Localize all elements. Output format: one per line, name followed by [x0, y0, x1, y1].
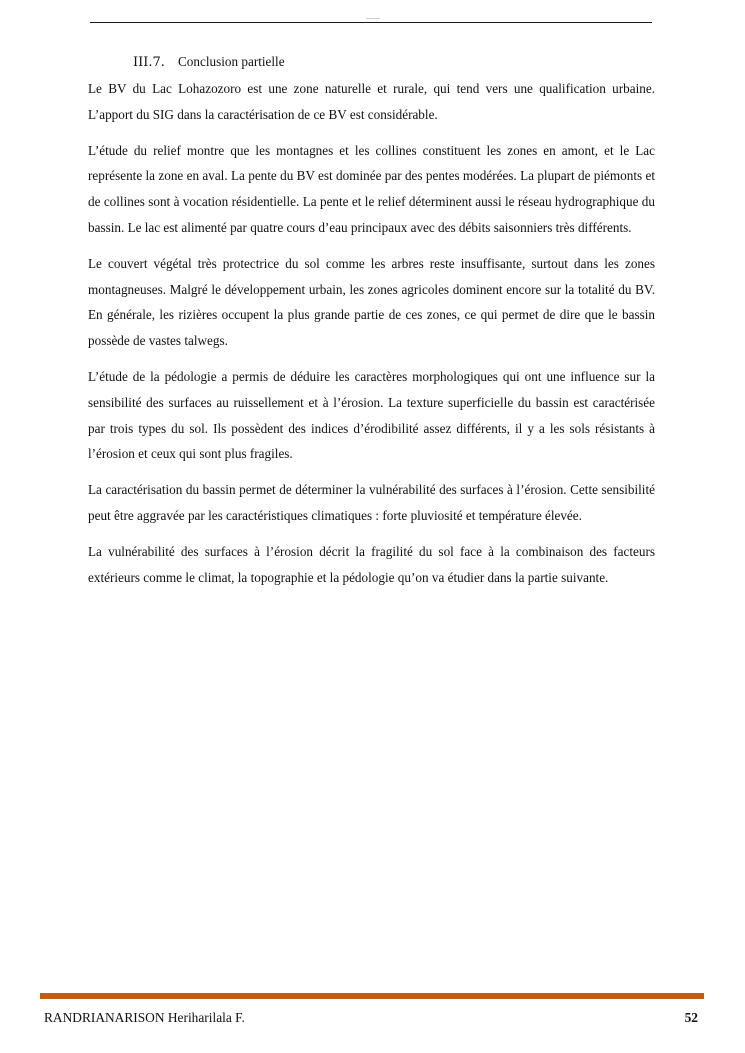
header-rule: [90, 22, 652, 23]
section-title: Conclusion partielle: [178, 54, 285, 69]
document-body: [88, 76, 655, 600]
page-number: 52: [684, 1010, 698, 1025]
paragraph-vegetation: Le couvert végétal très protectrice du sol comme les arbres reste insuffisante, surtout dans les zones montagneuses. Malgré le développement urbain, les zones agricoles dominent encore sur la totalité du BV. En générale, les rizières occupent la plus grande partie de ces zones, ce qui permet de dire que le bassin possède de vastes talwegs.: [88, 255, 655, 349]
paragraph-conclusion: La vulnérabilité des surfaces à l’érosion décrit la fragilité du sol face à la combinaison des facteurs extérieurs comme le climat, la topographie et la pédologie qu’on va étudier dans la partie suivante.: [88, 543, 655, 585]
paragraph-intro: Le BV du Lac Lohazozoro est une zone naturelle et rurale, qui tend vers une qualification urbaine. L’apport du SIG dans la caractérisation de ce BV est considérable.: [88, 81, 655, 122]
paragraph-pedology: L’étude de la pédologie a permis de déduire les caractères morphologiques qui ont une influence sur la sensibilité des surfaces au ruissellement et à l’érosion. La texture superficielle du bassin est caractérisée par trois types du sol. Ils possèdent des indices d’érodibilité assez différents, il y a les sols résistants à l’érosion et ceux qui sont plus fragiles.: [88, 368, 655, 462]
header-rule-mark: [366, 18, 380, 19]
section-heading: [133, 54, 285, 71]
section-number: III.7.: [133, 55, 165, 70]
footer-bar: [40, 993, 704, 999]
paragraph-relief: L’étude du relief montre que les montagnes et les collines constituent les zones en amont, et le Lac représente la zone en aval. La pente du BV est dominée par des pentes modérées. La plupart de piémonts et de collines sont à vocation résidentielle. La pente et le relief déterminent aussi le réseau hydrographique du bassin. Le lac est alimenté par quatre cours d’eau principaux avec des débits saisonniers très différents.: [88, 142, 655, 235]
paragraph-vulnerability: La caractérisation du bassin permet de déterminer la vulnérabilité des surfaces à l’érosion. Cette sensibilité peut être aggravée par les caractéristiques climatiques : forte pluviosité et température élevée.: [88, 482, 655, 523]
footer-author: RANDRIANARISON Heriharilala F.: [44, 1010, 245, 1025]
